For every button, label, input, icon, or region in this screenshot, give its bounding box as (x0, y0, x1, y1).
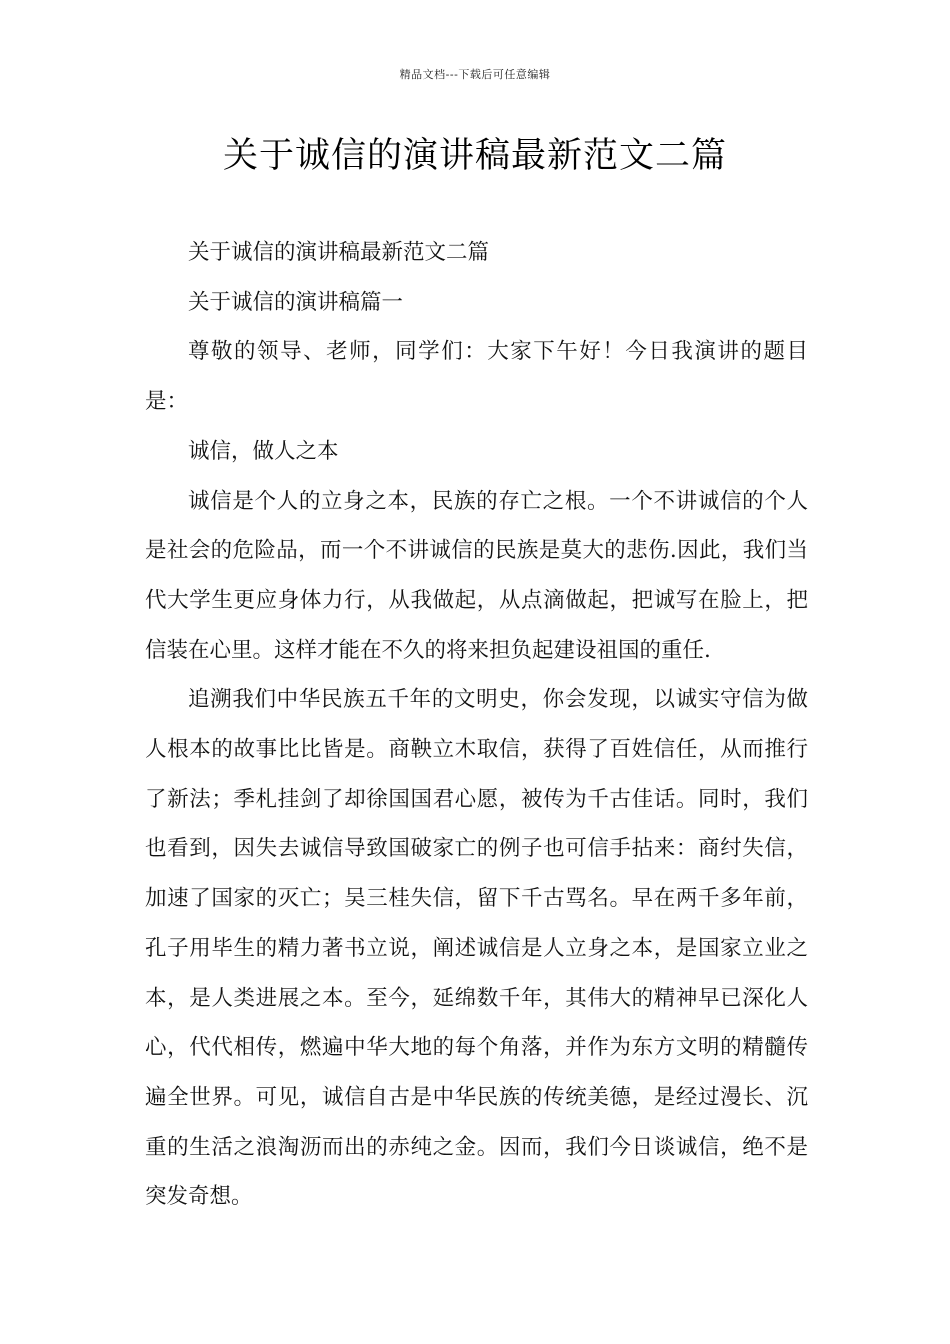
page-header-note: 精品文档---下载后可任意编辑 (399, 68, 551, 81)
document-body (145, 228, 808, 1222)
paragraph-section-heading: 关于诚信的演讲稿篇一 (188, 289, 404, 315)
paragraph-greeting: 尊敬的领导、老师，同学们：大家下午好！今日我演讲的题目是： (145, 339, 808, 415)
document-title: 关于诚信的演讲稿最新范文二篇 (222, 136, 727, 176)
paragraph-body: 诚信是个人的立身之本，民族的存亡之根。一个不讲诚信的个人是社会的危险品，而一个不讲诚信的民族是莫大的悲伤.因此，我们当代大学生更应身体力行，从我做起，从点滴做起，把诚写在脸上，把信装在心里。这样才能在不久的将来担负起建设祖国的重任. (145, 488, 808, 663)
paragraph-body: 追溯我们中华民族五千年的文明史，你会发现，以诚实守信为做人根本的故事比比皆是。商鞅立木取信，获得了百姓信任，从而推行了新法；季札挂剑了却徐国国君心愿，被传为千古佳话。同时，我们也看到，因失去诚信导致国破家亡的例子也可信手拈来：商纣失信，加速了国家的灭亡；吴三桂失信，留下千古骂名。早在两千多年前，孔子用毕生的精力著书立说，阐述诚信是人立身之本，是国家立业之本，是人类进展之本。至今，延绵数千年，其伟大的精神早已深化人心，代代相传，燃遍中华大地的每个角落，并作为东方文明的精髓传遍全世界。可见，诚信自古是中华民族的传统美德，是经过漫长、沉重的生活之浪淘沥而出的赤纯之金。因而，我们今日谈诚信，绝不是突发奇想。 (145, 687, 808, 1210)
paragraph-subtitle: 关于诚信的演讲稿最新范文二篇 (188, 240, 490, 265)
paragraph-speech-topic: 诚信，做人之本 (188, 438, 339, 464)
